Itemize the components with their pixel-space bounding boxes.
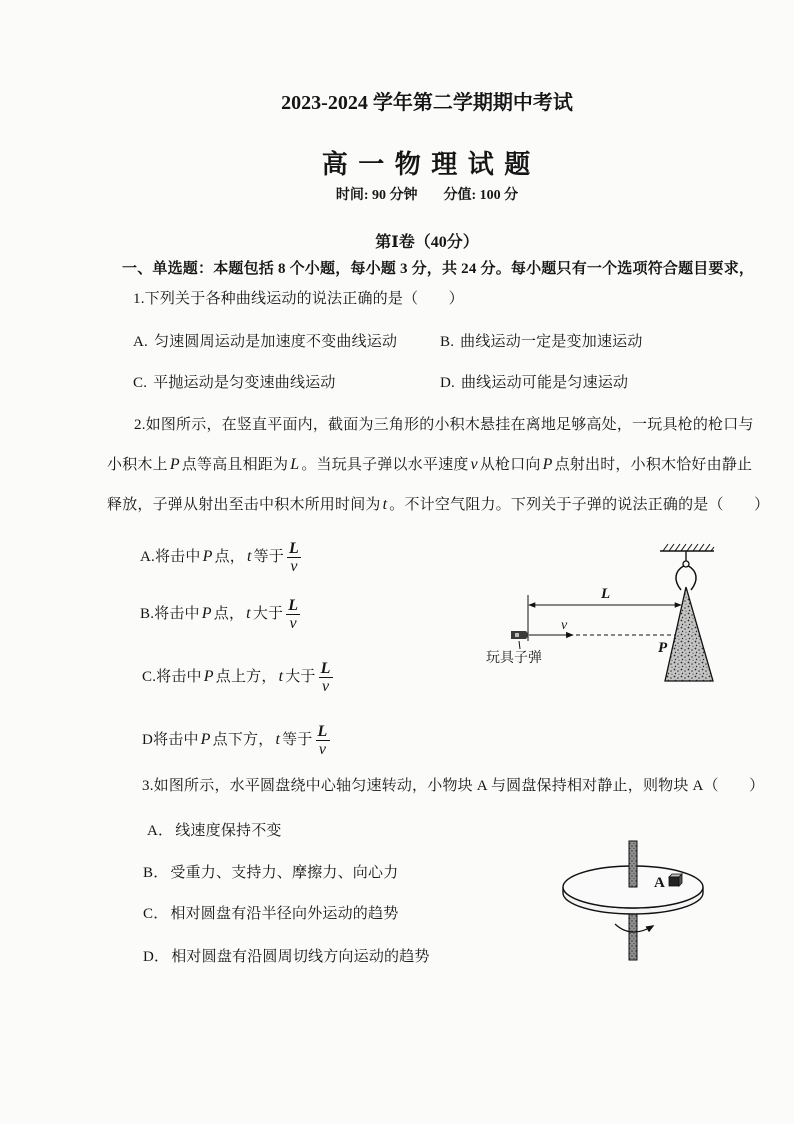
fraction-numerator: L xyxy=(289,539,300,557)
option-relation: 大于 xyxy=(252,606,284,622)
q3-option-d xyxy=(143,947,430,967)
block-a-label: A xyxy=(654,875,665,891)
q2-stem-line-2 xyxy=(107,455,752,475)
option-position: 点上方， xyxy=(215,669,277,685)
option-label: C． xyxy=(143,906,169,922)
q2-stem-line-1 xyxy=(134,415,754,435)
fraction-denominator: v xyxy=(290,557,298,575)
option-relation: 等于 xyxy=(282,732,313,748)
time-variable: t xyxy=(275,731,281,748)
velocity-variable: v xyxy=(470,456,478,473)
option-label: C. xyxy=(133,375,148,391)
section-instruction: 一、单选题：本题包括 8 个小题，每小题 3 分，共 24 分。每小题只有一个选项符合题目要求， xyxy=(122,261,755,277)
q3-option-a xyxy=(147,821,282,841)
axis-rod-lower xyxy=(629,914,637,960)
time-variable: t xyxy=(246,548,252,565)
option-text: 相对圆盘有沿半径向外运动的趋势 xyxy=(170,906,399,922)
fraction xyxy=(316,723,330,758)
q1-stem: 1.下列关于各种曲线运动的说法正确的是（ ） xyxy=(133,291,464,307)
q2-option-a xyxy=(140,538,301,576)
q2-stem-text: 释放，子弹从射出至击中积木所用时间为 xyxy=(107,497,381,513)
release-clamp xyxy=(676,566,696,590)
fraction-numerator: L xyxy=(288,596,299,614)
option-label: B. xyxy=(440,334,455,350)
point-variable: P xyxy=(202,548,213,565)
q2-stem-text: 点射出时，小积木恰好由静止 xyxy=(554,457,753,473)
toy-bullet-label: 玩具子弹 xyxy=(486,651,542,666)
q2-option-b xyxy=(140,595,300,633)
q1-option-b xyxy=(440,332,643,352)
toy-bullet-band xyxy=(515,633,519,637)
velocity-label: v xyxy=(561,618,568,633)
q3-option-c xyxy=(143,904,398,924)
time-variable: t xyxy=(278,668,284,685)
option-text: 平抛运动是匀变速曲线运动 xyxy=(153,375,336,391)
fraction-numerator: L xyxy=(320,659,331,677)
fraction xyxy=(287,540,301,575)
axis-rod-upper xyxy=(629,841,637,887)
q3-figure xyxy=(555,835,720,965)
option-label: A. xyxy=(133,334,148,350)
point-variable: P xyxy=(200,731,211,748)
ceiling-hatch xyxy=(663,544,714,551)
fraction-denominator: v xyxy=(321,677,330,695)
point-variable: P xyxy=(203,668,214,685)
exam-meta xyxy=(227,187,627,205)
point-variable: P xyxy=(201,605,212,622)
bullet-leader-line xyxy=(519,641,520,649)
distance-label: L xyxy=(601,586,611,602)
point-variable: P xyxy=(169,456,180,473)
option-label: B. xyxy=(140,606,155,622)
point-p-label: P xyxy=(658,640,668,656)
option-label: A． xyxy=(147,823,174,839)
q3-option-b xyxy=(143,863,398,883)
distance-variable: L xyxy=(290,456,300,473)
q2-stem-line-3 xyxy=(107,495,769,515)
block-front-face xyxy=(669,877,679,886)
option-text: 将击中 xyxy=(154,549,201,565)
option-text: 将击中 xyxy=(153,732,199,748)
q2-stem-text: 点等高且相距为 xyxy=(181,457,289,473)
fraction-denominator: v xyxy=(289,614,297,632)
option-text: 匀速圆周运动是加速度不变曲线运动 xyxy=(153,334,398,350)
triangular-block xyxy=(665,587,713,681)
exam-score: 分值: 100 分 xyxy=(443,188,519,203)
time-variable: t xyxy=(246,605,251,622)
q2-stem-text: 2.如图所示，在竖直平面内，截面为三角形的小积木悬挂在离地足够高处，一玩具枪的枪口与 xyxy=(134,417,754,433)
fraction xyxy=(286,597,300,632)
part-title: 第Ⅰ卷（40分） xyxy=(375,234,479,251)
option-label: D． xyxy=(143,949,170,965)
q2-stem-text: 小积木上 xyxy=(107,457,168,473)
option-position: 点， xyxy=(213,606,245,622)
option-relation: 大于 xyxy=(285,669,316,685)
hanger-ring xyxy=(683,561,689,567)
exam-title: 2023-2024 学年第二学期期中考试 xyxy=(281,92,573,114)
option-label: A. xyxy=(140,549,155,565)
option-text: 受重力、支持力、摩擦力、向心力 xyxy=(170,865,399,881)
option-label: B． xyxy=(143,865,169,881)
q2-figure xyxy=(470,535,730,695)
time-variable: t xyxy=(382,496,388,513)
option-text: 将击中 xyxy=(156,669,202,685)
q2-option-c xyxy=(142,658,333,696)
option-text: 曲线运动可能是匀速运动 xyxy=(460,375,629,391)
fraction-numerator: L xyxy=(317,722,328,740)
q1-option-c xyxy=(133,373,336,393)
q1-option-a xyxy=(133,332,397,352)
q2-stem-text: 。不计空气阻力。下列关于子弹的说法正确的是（ ） xyxy=(389,497,770,513)
q2-option-d xyxy=(142,721,330,759)
q3-stem: 3.如图所示，水平圆盘绕中心轴匀速转动，小物块 A 与圆盘保持相对静止，则物块 A（ ） xyxy=(142,778,765,794)
option-text: 相对圆盘有沿圆周切线方向运动的趋势 xyxy=(171,949,430,965)
point-variable: P xyxy=(542,456,553,473)
subject-title: 高 一 物 理 试 题 xyxy=(321,150,533,179)
fraction xyxy=(319,660,333,695)
option-label: D xyxy=(142,732,154,748)
option-relation: 等于 xyxy=(253,549,285,565)
q1-option-d xyxy=(440,373,628,393)
option-position: 点下方， xyxy=(212,732,274,748)
option-text: 将击中 xyxy=(154,606,200,622)
option-text: 曲线运动一定是变加速运动 xyxy=(460,334,643,350)
option-label: D. xyxy=(440,375,455,391)
q2-stem-text: 从枪口向 xyxy=(479,457,541,473)
option-text: 线速度保持不变 xyxy=(175,823,282,839)
q2-stem-text: 。当玩具子弹以水平速度 xyxy=(301,457,469,473)
option-position: 点， xyxy=(214,549,245,565)
option-label: C. xyxy=(142,669,157,685)
fraction-denominator: v xyxy=(318,740,327,758)
exam-time: 时间: 90 分钟 xyxy=(335,188,418,203)
